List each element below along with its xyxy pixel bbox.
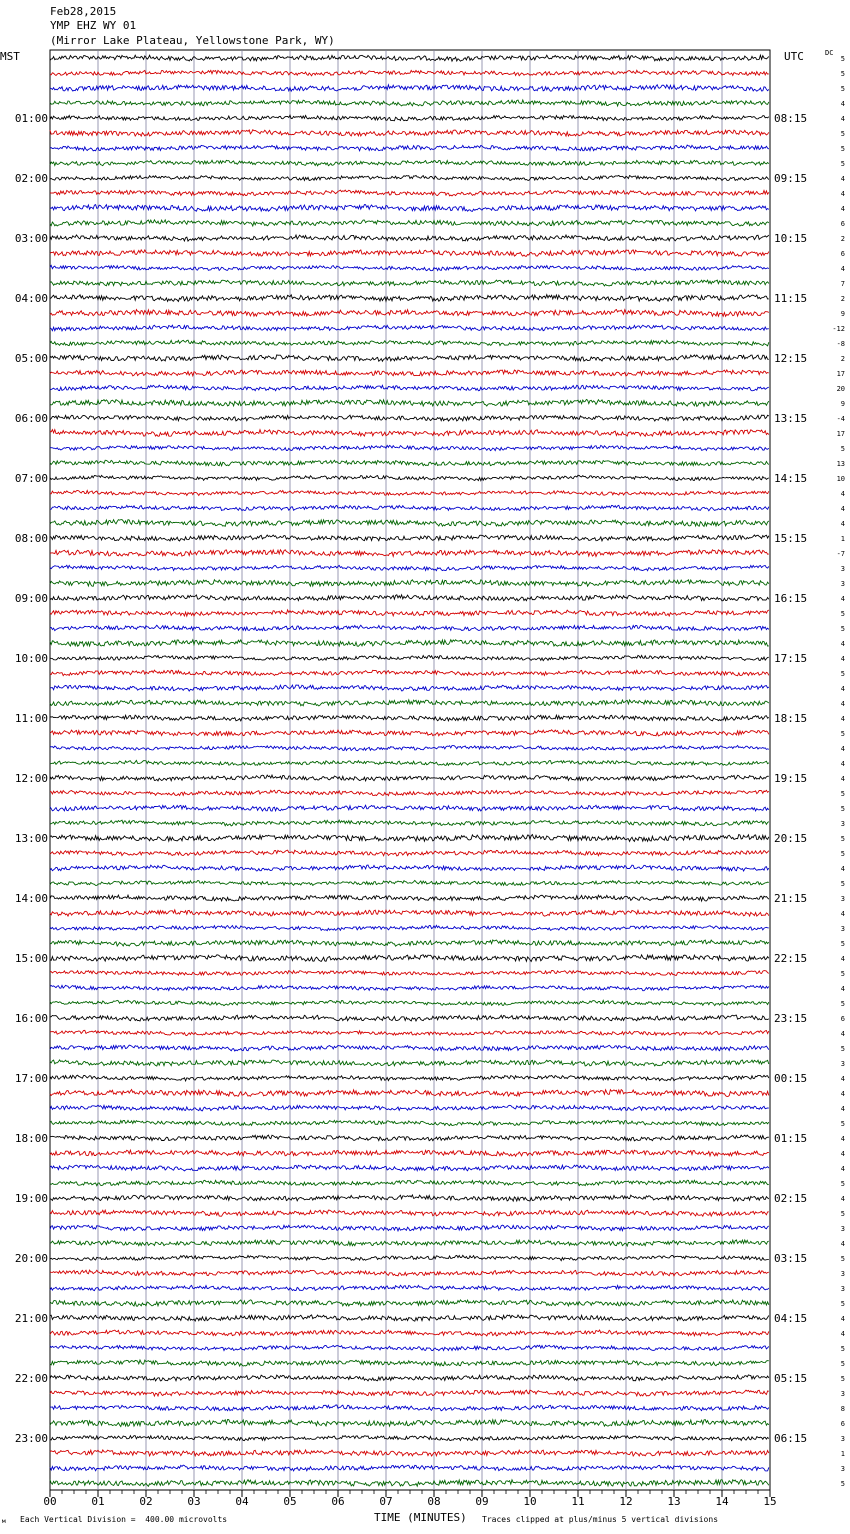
seismic-trace	[50, 1195, 769, 1201]
utc-hour-label: 04:15	[774, 1312, 808, 1325]
mst-hour-label: 20:00	[14, 1252, 48, 1265]
seismic-trace	[50, 655, 769, 660]
mst-hour-label: 23:00	[14, 1432, 48, 1445]
dc-value: -4	[836, 415, 845, 423]
dc-value: 5	[840, 880, 845, 888]
seismic-trace	[50, 355, 769, 361]
mst-hour-label: 17:00	[14, 1072, 48, 1085]
seismic-trace	[50, 1210, 769, 1216]
utc-hour-label: 17:15	[774, 652, 808, 665]
utc-hour-label: 12:15	[774, 352, 808, 365]
dc-value: 4	[840, 865, 845, 873]
dc-value: 6	[840, 250, 845, 258]
dc-value: 2	[840, 355, 845, 363]
dc-value: 4	[840, 1330, 845, 1338]
seismic-trace	[50, 1255, 769, 1260]
seismic-trace	[50, 295, 769, 302]
dc-value: 4	[840, 520, 845, 528]
dc-value: 6	[840, 1015, 845, 1023]
dc-value: 5	[840, 445, 845, 453]
x-tick-label: 12	[619, 1495, 633, 1508]
seismic-trace	[50, 85, 769, 91]
seismic-trace	[50, 595, 769, 601]
dc-value: 4	[840, 985, 845, 993]
dc-value: 17	[836, 430, 845, 438]
seismic-trace	[50, 610, 769, 616]
seismic-trace	[50, 460, 769, 466]
dc-value: 3	[840, 1435, 845, 1443]
x-tick-label: 11	[571, 1495, 585, 1508]
seismic-trace	[50, 940, 769, 946]
seismic-trace	[50, 865, 769, 871]
seismic-trace	[50, 1120, 769, 1125]
dc-value: 3	[840, 895, 845, 903]
dc-value: 4	[840, 745, 845, 753]
utc-hour-label: 03:15	[774, 1252, 808, 1265]
dc-value: 4	[840, 265, 845, 273]
seismic-trace	[50, 325, 769, 331]
mst-hour-label: 09:00	[14, 592, 48, 605]
utc-hour-label: 15:15	[774, 532, 808, 545]
seismic-trace	[50, 55, 769, 61]
seismic-trace	[50, 850, 769, 856]
x-tick-label: 14	[715, 1495, 729, 1508]
seismic-trace	[50, 1360, 769, 1366]
dc-value: 5	[840, 1210, 845, 1218]
seismic-trace	[50, 100, 769, 106]
dc-value: 4	[840, 1195, 845, 1203]
seismic-trace	[50, 670, 769, 676]
seismic-trace	[50, 310, 769, 317]
dc-value: 10	[836, 475, 845, 483]
dc-value: 5	[840, 1480, 845, 1488]
dc-value: 4	[840, 700, 845, 708]
seismic-trace	[50, 910, 769, 916]
dc-value: 5	[840, 1000, 845, 1008]
seismic-trace	[50, 955, 769, 962]
dc-value: 3	[840, 1285, 845, 1293]
mst-hour-label: 07:00	[14, 472, 48, 485]
seismic-trace	[50, 175, 769, 180]
seismic-trace	[50, 265, 769, 270]
dc-value: 2	[840, 235, 845, 243]
x-tick-label: 15	[763, 1495, 777, 1508]
utc-hour-label: 01:15	[774, 1132, 808, 1145]
seismic-trace	[50, 280, 769, 286]
utc-hour-label: 11:15	[774, 292, 808, 305]
seismic-trace	[50, 115, 769, 121]
seismic-trace	[50, 385, 769, 391]
dc-value: 1	[840, 1450, 845, 1458]
dc-value: 5	[840, 55, 845, 63]
seismic-trace	[50, 505, 769, 510]
dc-value: 5	[840, 1300, 845, 1308]
seismic-trace	[50, 190, 769, 196]
dc-value: 4	[840, 115, 845, 123]
dc-value: 5	[840, 1375, 845, 1383]
dc-value: 4	[840, 190, 845, 198]
seismic-trace	[50, 565, 769, 570]
dc-value: 4	[840, 175, 845, 183]
seismic-trace	[50, 415, 769, 421]
x-axis-label: TIME (MINUTES)	[374, 1511, 467, 1524]
x-tick-label: 04	[235, 1495, 249, 1508]
dc-value: 4	[840, 1165, 845, 1173]
seismic-trace	[50, 925, 769, 930]
dc-value: 5	[840, 70, 845, 78]
seismic-trace	[50, 985, 769, 990]
mst-hour-label: 03:00	[14, 232, 48, 245]
utc-hour-label: 13:15	[774, 412, 808, 425]
seismic-trace	[50, 1165, 769, 1171]
dc-value: 4	[840, 955, 845, 963]
seismic-trace	[50, 520, 769, 527]
dc-value: -7	[836, 550, 845, 558]
dc-value: 13	[836, 460, 845, 468]
station-location: (Mirror Lake Plateau, Yellowstone Park, WY)	[50, 34, 335, 47]
seismic-trace	[50, 1090, 769, 1097]
seismic-trace	[50, 1480, 769, 1487]
mst-hour-label: 16:00	[14, 1012, 48, 1025]
x-tick-label: 01	[91, 1495, 105, 1508]
dc-value: 1	[840, 535, 845, 543]
dc-value: 4	[840, 1150, 845, 1158]
dc-value: 5	[840, 130, 845, 138]
utc-hour-label: 20:15	[774, 832, 808, 845]
mst-hour-label: 11:00	[14, 712, 48, 725]
mst-hour-label: 10:00	[14, 652, 48, 665]
seismic-trace	[50, 1270, 769, 1276]
seismic-trace	[50, 1465, 769, 1471]
seismic-trace	[50, 745, 769, 750]
dc-value: 5	[840, 625, 845, 633]
dc-value: 17	[836, 370, 845, 378]
seismic-trace	[50, 235, 769, 241]
dc-value: 5	[840, 610, 845, 618]
seismic-trace	[50, 580, 769, 587]
seismic-trace	[50, 400, 769, 407]
seismic-trace	[50, 1060, 769, 1066]
dc-value: 5	[840, 970, 845, 978]
dc-value: 3	[840, 580, 845, 588]
seismic-trace	[50, 1405, 769, 1411]
seismic-trace	[50, 640, 769, 647]
mst-hour-label: 02:00	[14, 172, 48, 185]
seismic-trace	[50, 535, 769, 541]
seismic-trace	[50, 820, 769, 826]
dc-value: -12	[832, 325, 845, 333]
dc-value: 5	[840, 850, 845, 858]
utc-hour-label: 10:15	[774, 232, 808, 245]
dc-value: 3	[840, 1390, 845, 1398]
x-tick-label: 09	[475, 1495, 489, 1508]
seismic-trace	[50, 250, 769, 256]
seismic-trace	[50, 340, 769, 346]
utc-hour-label: 00:15	[774, 1072, 808, 1085]
corner-mark: м	[2, 1518, 6, 1525]
dc-value: 5	[840, 1120, 845, 1128]
scale-note: Each Vertical Division = 400.00 microvolts	[20, 1515, 228, 1524]
dc-value: 5	[840, 1045, 845, 1053]
mst-hour-label: 04:00	[14, 292, 48, 305]
dc-value: 4	[840, 910, 845, 918]
dc-value: 9	[840, 400, 845, 408]
clip-note: Traces clipped at plus/minus 5 vertical divisions	[482, 1515, 719, 1524]
seismic-trace	[50, 1345, 769, 1350]
seismic-trace	[50, 1150, 769, 1156]
seismic-trace	[50, 1105, 769, 1111]
seismic-trace	[50, 1330, 769, 1336]
dc-value: 3	[840, 925, 845, 933]
dc-value: 4	[840, 1315, 845, 1323]
dc-value: 5	[840, 670, 845, 678]
seismic-trace	[50, 205, 769, 212]
x-tick-label: 07	[379, 1495, 393, 1508]
seismic-trace	[50, 1225, 769, 1231]
dc-value: 5	[840, 160, 845, 168]
utc-hour-label: 22:15	[774, 952, 808, 965]
seismic-trace	[50, 490, 769, 495]
seismic-trace	[50, 145, 769, 151]
seismic-trace	[50, 550, 769, 557]
dc-value: 5	[840, 790, 845, 798]
x-tick-label: 06	[331, 1495, 345, 1508]
dc-value: 20	[836, 385, 845, 393]
dc-value: 3	[840, 565, 845, 573]
seismic-trace	[50, 1015, 769, 1021]
seismic-trace	[50, 1390, 769, 1396]
dc-value: 5	[840, 1360, 845, 1368]
seismic-trace	[50, 130, 769, 136]
seismic-trace	[50, 1420, 769, 1427]
utc-hour-label: 16:15	[774, 592, 808, 605]
x-tick-label: 00	[43, 1495, 57, 1508]
seismic-trace	[50, 715, 769, 721]
seismic-trace	[50, 1436, 769, 1441]
seismic-trace	[50, 970, 769, 975]
seismic-trace	[50, 1045, 769, 1051]
seismic-trace	[50, 1285, 769, 1290]
mst-hour-label: 22:00	[14, 1372, 48, 1385]
utc-hour-label: 18:15	[774, 712, 808, 725]
dc-value: 8	[840, 1405, 845, 1413]
seismic-trace	[50, 1375, 769, 1381]
seismic-trace	[50, 445, 769, 450]
mst-hour-label: 14:00	[14, 892, 48, 905]
right-timezone-label: UTC	[784, 50, 804, 63]
dc-value: 7	[840, 280, 845, 288]
dc-value: 4	[840, 1075, 845, 1083]
seismic-trace	[50, 370, 769, 376]
dc-value: 4	[840, 1105, 845, 1113]
dc-value: 5	[840, 85, 845, 93]
mst-hour-label: 12:00	[14, 772, 48, 785]
dc-value: 6	[840, 220, 845, 228]
utc-hour-label: 05:15	[774, 1372, 808, 1385]
dc-value: 4	[840, 775, 845, 783]
utc-hour-label: 23:15	[774, 1012, 808, 1025]
seismic-trace	[50, 805, 769, 811]
dc-column-label: DC	[825, 49, 834, 57]
dc-value: 3	[840, 1270, 845, 1278]
dc-value: 5	[840, 1345, 845, 1353]
dc-value: 5	[840, 835, 845, 843]
plot-date: Feb28,2015	[50, 5, 117, 18]
mst-hour-label: 05:00	[14, 352, 48, 365]
dc-value: 5	[840, 805, 845, 813]
dc-value: 4	[840, 490, 845, 498]
dc-value: 4	[840, 715, 845, 723]
dc-value: 3	[840, 1465, 845, 1473]
dc-value: 5	[840, 1180, 845, 1188]
dc-value: 3	[840, 820, 845, 828]
seismic-trace	[50, 760, 769, 765]
dc-value: 2	[840, 295, 845, 303]
utc-hour-label: 08:15	[774, 112, 808, 125]
mst-hour-label: 13:00	[14, 832, 48, 845]
dc-value: 4	[840, 760, 845, 768]
dc-value: 4	[840, 205, 845, 213]
seismic-trace	[50, 880, 769, 885]
dc-value: 4	[840, 100, 845, 108]
x-tick-label: 13	[667, 1495, 681, 1508]
seismic-trace	[50, 790, 769, 795]
dc-value: 5	[840, 730, 845, 738]
dc-value: 3	[840, 1225, 845, 1233]
mst-hour-label: 21:00	[14, 1312, 48, 1325]
seismic-trace	[50, 475, 769, 480]
seismic-trace	[50, 1450, 769, 1456]
station-code: YMP EHZ WY 01	[50, 19, 137, 32]
utc-hour-label: 14:15	[774, 472, 808, 485]
seismic-trace	[50, 775, 769, 781]
utc-hour-label: 09:15	[774, 172, 808, 185]
seismic-trace	[50, 1180, 769, 1185]
seismic-trace	[50, 895, 769, 901]
dc-value: 4	[840, 685, 845, 693]
seismic-trace	[50, 160, 769, 166]
x-tick-label: 03	[187, 1495, 201, 1508]
x-tick-label: 10	[523, 1495, 537, 1508]
seismic-trace	[50, 1135, 769, 1141]
seismic-trace	[50, 625, 769, 630]
seismic-trace	[50, 1075, 769, 1081]
seismic-trace	[50, 220, 769, 226]
mst-hour-label: 19:00	[14, 1192, 48, 1205]
utc-hour-label: 06:15	[774, 1432, 808, 1445]
seismic-trace	[50, 430, 769, 437]
dc-value: 5	[840, 1255, 845, 1263]
left-timezone-label: MST	[0, 50, 20, 63]
mst-hour-label: 06:00	[14, 412, 48, 425]
utc-hour-label: 21:15	[774, 892, 808, 905]
mst-hour-label: 18:00	[14, 1132, 48, 1145]
seismic-trace	[50, 730, 769, 736]
dc-value: 4	[840, 595, 845, 603]
dc-value: 4	[840, 655, 845, 663]
dc-value: 5	[840, 145, 845, 153]
seismic-trace	[50, 1240, 769, 1246]
dc-value: 6	[840, 1420, 845, 1428]
seismic-trace	[50, 1300, 769, 1306]
mst-hour-label: 08:00	[14, 532, 48, 545]
x-tick-label: 05	[283, 1495, 297, 1508]
seismic-trace	[50, 834, 769, 841]
seismic-trace	[50, 685, 769, 691]
dc-value: 4	[840, 1090, 845, 1098]
x-tick-label: 02	[139, 1495, 153, 1508]
mst-hour-label: 01:00	[14, 112, 48, 125]
seismic-trace	[50, 1030, 769, 1035]
dc-value: 4	[840, 505, 845, 513]
dc-value: -8	[836, 340, 845, 348]
dc-value: 4	[840, 640, 845, 648]
seismic-trace	[50, 70, 769, 75]
dc-value: 4	[840, 1240, 845, 1248]
seismic-trace	[50, 1315, 769, 1321]
dc-value: 4	[840, 1135, 845, 1143]
utc-hour-label: 02:15	[774, 1192, 808, 1205]
dc-value: 9	[840, 310, 845, 318]
mst-hour-label: 15:00	[14, 952, 48, 965]
dc-value: 3	[840, 1060, 845, 1068]
x-tick-label: 08	[427, 1495, 441, 1508]
dc-value: 4	[840, 1030, 845, 1038]
dc-value: 5	[840, 940, 845, 948]
seismic-trace	[50, 1000, 769, 1005]
utc-hour-label: 19:15	[774, 772, 808, 785]
seismic-trace	[50, 700, 769, 706]
